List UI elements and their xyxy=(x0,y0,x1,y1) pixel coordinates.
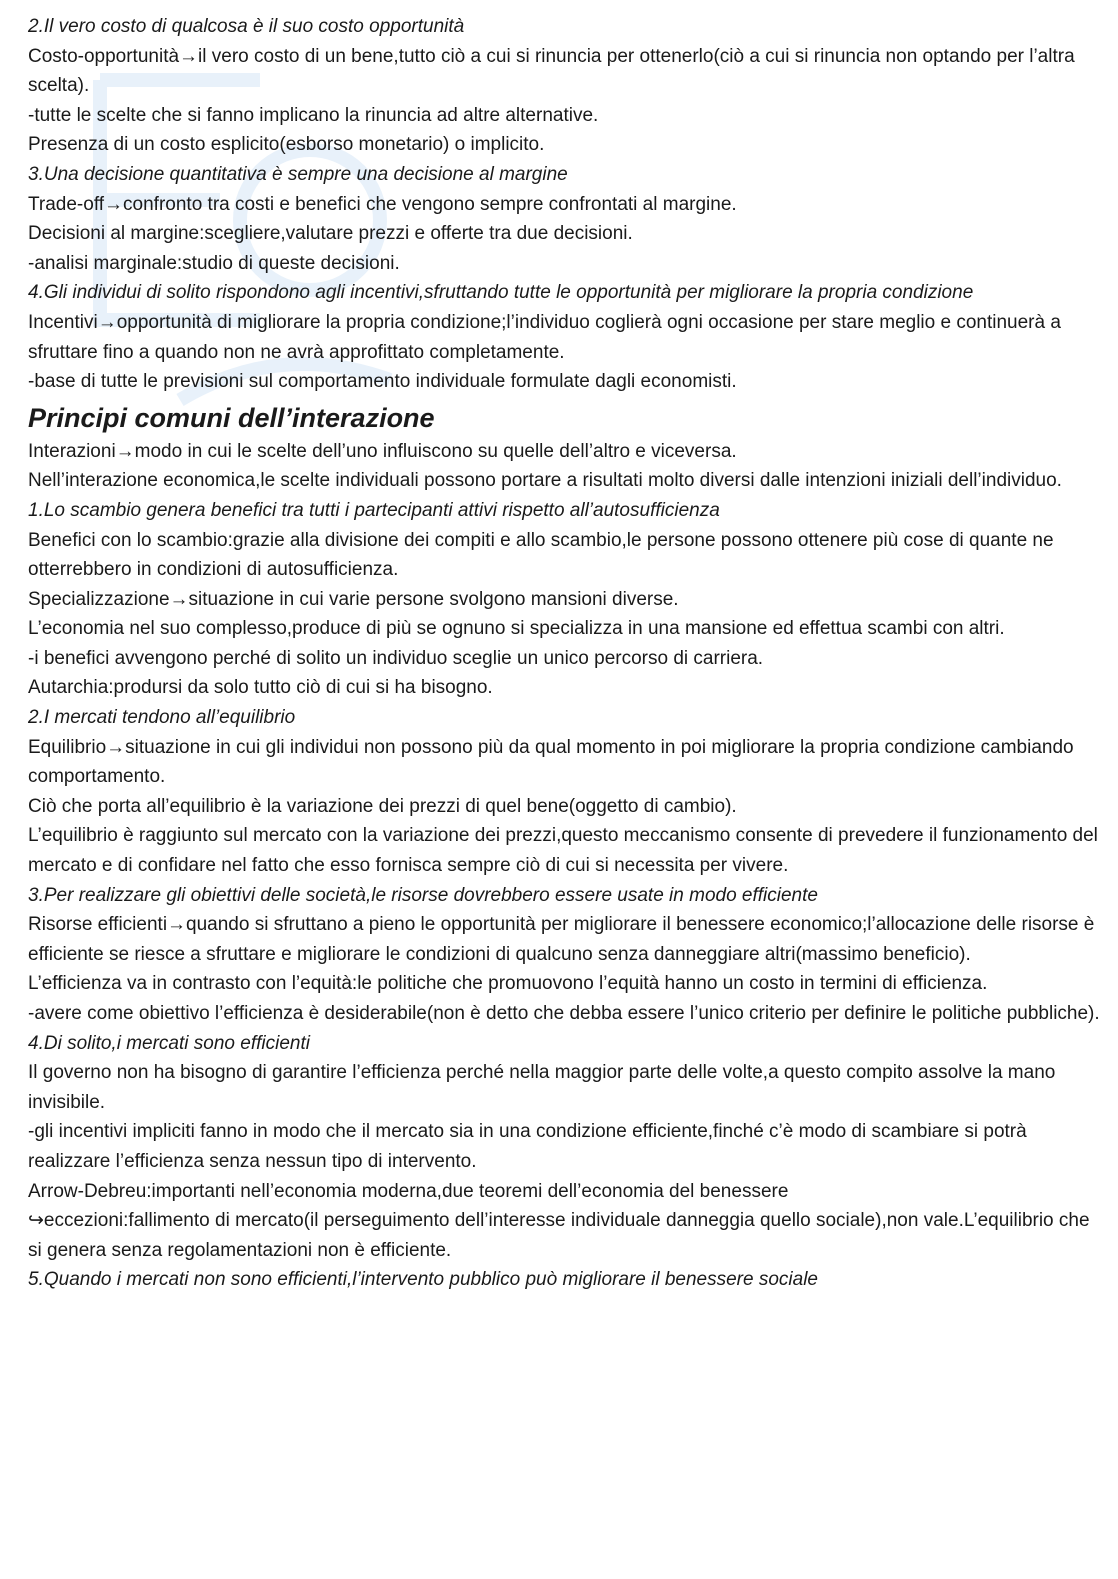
paragraph-line: L’equilibrio è raggiunto sul mercato con la variazione dei prezzi,questo meccanismo consente di prevedere il funzionamento del mercato e di confidare nel fatto che esso fornisca sempre ciò di cui si necessita per vivere. xyxy=(28,825,1098,877)
paragraph-line: Equilibrio→situazione in cui gli individui non possono più da qual momento in poi migliorare la propria condizione cambiando comportamento. xyxy=(28,736,1074,788)
paragraph-line: Risorse efficienti→quando si sfruttano a pieno le opportunità per migliorare il benessere economico;l’allocazione delle risorse è efficiente se riesce a sfruttare e migliorare le condizioni di qualcuno senza danneggiare altri(massimo beneficio). xyxy=(28,914,1095,965)
principle-title: 5.Quando i mercati non sono efficienti,l’intervento pubblico può migliorare il benessere sociale xyxy=(28,1269,819,1291)
principle-title: 1.Lo scambio genera benefici tra tutti i partecipanti attivi rispetto all’autosufficienza xyxy=(28,499,720,521)
paragraph-line: Decisioni al margine:scegliere,valutare prezzi e offerte tra due decisioni. xyxy=(28,223,633,245)
paragraph-line: Specializzazione→situazione in cui varie persone svolgono mansioni diverse. xyxy=(28,588,679,610)
paragraph-line: -gli incentivi impliciti fanno in modo che il mercato sia in una condizione efficiente,finché c’è modo di scambiare si potrà realizzare l’efficienza senza nessun tipo di intervento. xyxy=(28,1121,1027,1172)
document-page xyxy=(28,12,1100,1295)
principle-title: 3.Per realizzare gli obiettivi delle società,le risorse dovrebbero essere usate in modo efficiente xyxy=(28,884,818,906)
paragraph-line: Incentivi→opportunità di migliorare la propria condizione;l’individuo coglierà ogni occasione per stare meglio e continuerà a sfruttare fino a quando non ne avrà approfittato completamente. xyxy=(28,311,1061,363)
paragraph-line: Arrow-Debreu:importanti nell’economia moderna,due teoremi dell’economia del benessere xyxy=(28,1180,789,1202)
section-heading: Principi comuni dell’interazione xyxy=(28,402,435,433)
paragraph-line: Benefici con lo scambio:grazie alla divisione dei compiti e allo scambio,le persone possono ottenere più cose di quante ne otterrebbero in condizioni di autosufficienza. xyxy=(28,529,1054,581)
paragraph-line: Presenza di un costo esplicito(esborso monetario) o implicito. xyxy=(28,134,545,156)
paragraph-line: Autarchia:prodursi da solo tutto ciò di cui si ha bisogno. xyxy=(28,677,493,699)
principle-title: 3.Una decisione quantitativa è sempre una decisione al margine xyxy=(28,163,568,185)
principle-title: 2.Il vero costo di qualcosa è il suo costo opportunità xyxy=(28,16,465,37)
paragraph-line: -base di tutte le previsioni sul comportamento individuale formulate dagli economisti. xyxy=(28,371,737,393)
paragraph-line: L’economia nel suo complesso,produce di più se ognuno si specializza in una mansione ed effettua scambi con altri. xyxy=(28,618,1005,640)
principle-title: 2.I mercati tendono all’equilibrio xyxy=(28,707,296,729)
paragraph-line: L’efficienza va in contrasto con l’equità:le politiche che promuovono l’equità hanno un costo in termini di efficienza. xyxy=(28,973,988,995)
paragraph-line: -analisi marginale:studio di queste decisioni. xyxy=(28,252,400,274)
paragraph-line: Nell’interazione economica,le scelte individuali possono portare a risultati molto diversi dalle intenzioni iniziali dell’individuo. xyxy=(28,470,1062,492)
paragraph-line: Il governo non ha bisogno di garantire l’efficienza perché nella maggior parte delle volte,a questo compito assolve la mano invisibile. xyxy=(28,1062,1056,1113)
paragraph-line: Interazioni→modo in cui le scelte dell’uno influiscono su quelle dell’altro e viceversa. xyxy=(28,440,737,462)
paragraph-line: Costo-opportunità→il vero costo di un bene,tutto ciò a cui si rinuncia per ottenerlo(ciò a cui si rinuncia non optando per l’altra scelta). xyxy=(28,45,1075,97)
principle-title: 4.Di solito,i mercati sono efficienti xyxy=(28,1032,310,1054)
section-principles-individual xyxy=(28,12,1100,397)
paragraph-line: ↪eccezioni:fallimento di mercato(il perseguimento dell’interesse individuale danneggia quello sociale),non vale.L’equilibrio che si genera senza regolamentazioni non è efficiente. xyxy=(28,1210,1090,1261)
section-principles-interaction xyxy=(28,437,1100,1295)
paragraph-line: -avere come obiettivo l’efficienza è desiderabile(non è detto che debba essere l’unico criterio per definire le politiche pubbliche). xyxy=(28,1003,1100,1024)
paragraph-line: Ciò che porta all’equilibrio è la variazione dei prezzi di quel bene(oggetto di cambio). xyxy=(28,795,737,817)
paragraph-line: Trade-off→confronto tra costi e benefici che vengono sempre confrontati al margine. xyxy=(28,193,737,215)
paragraph-line: -tutte le scelte che si fanno implicano la rinuncia ad altre alternative. xyxy=(28,104,599,126)
paragraph-line: -i benefici avvengono perché di solito un individuo sceglie un unico percorso di carriera. xyxy=(28,647,764,669)
principle-title: 4.Gli individui di solito rispondono agli incentivi,sfruttando tutte le opportunità per migliorare la propria condizione xyxy=(28,282,974,304)
